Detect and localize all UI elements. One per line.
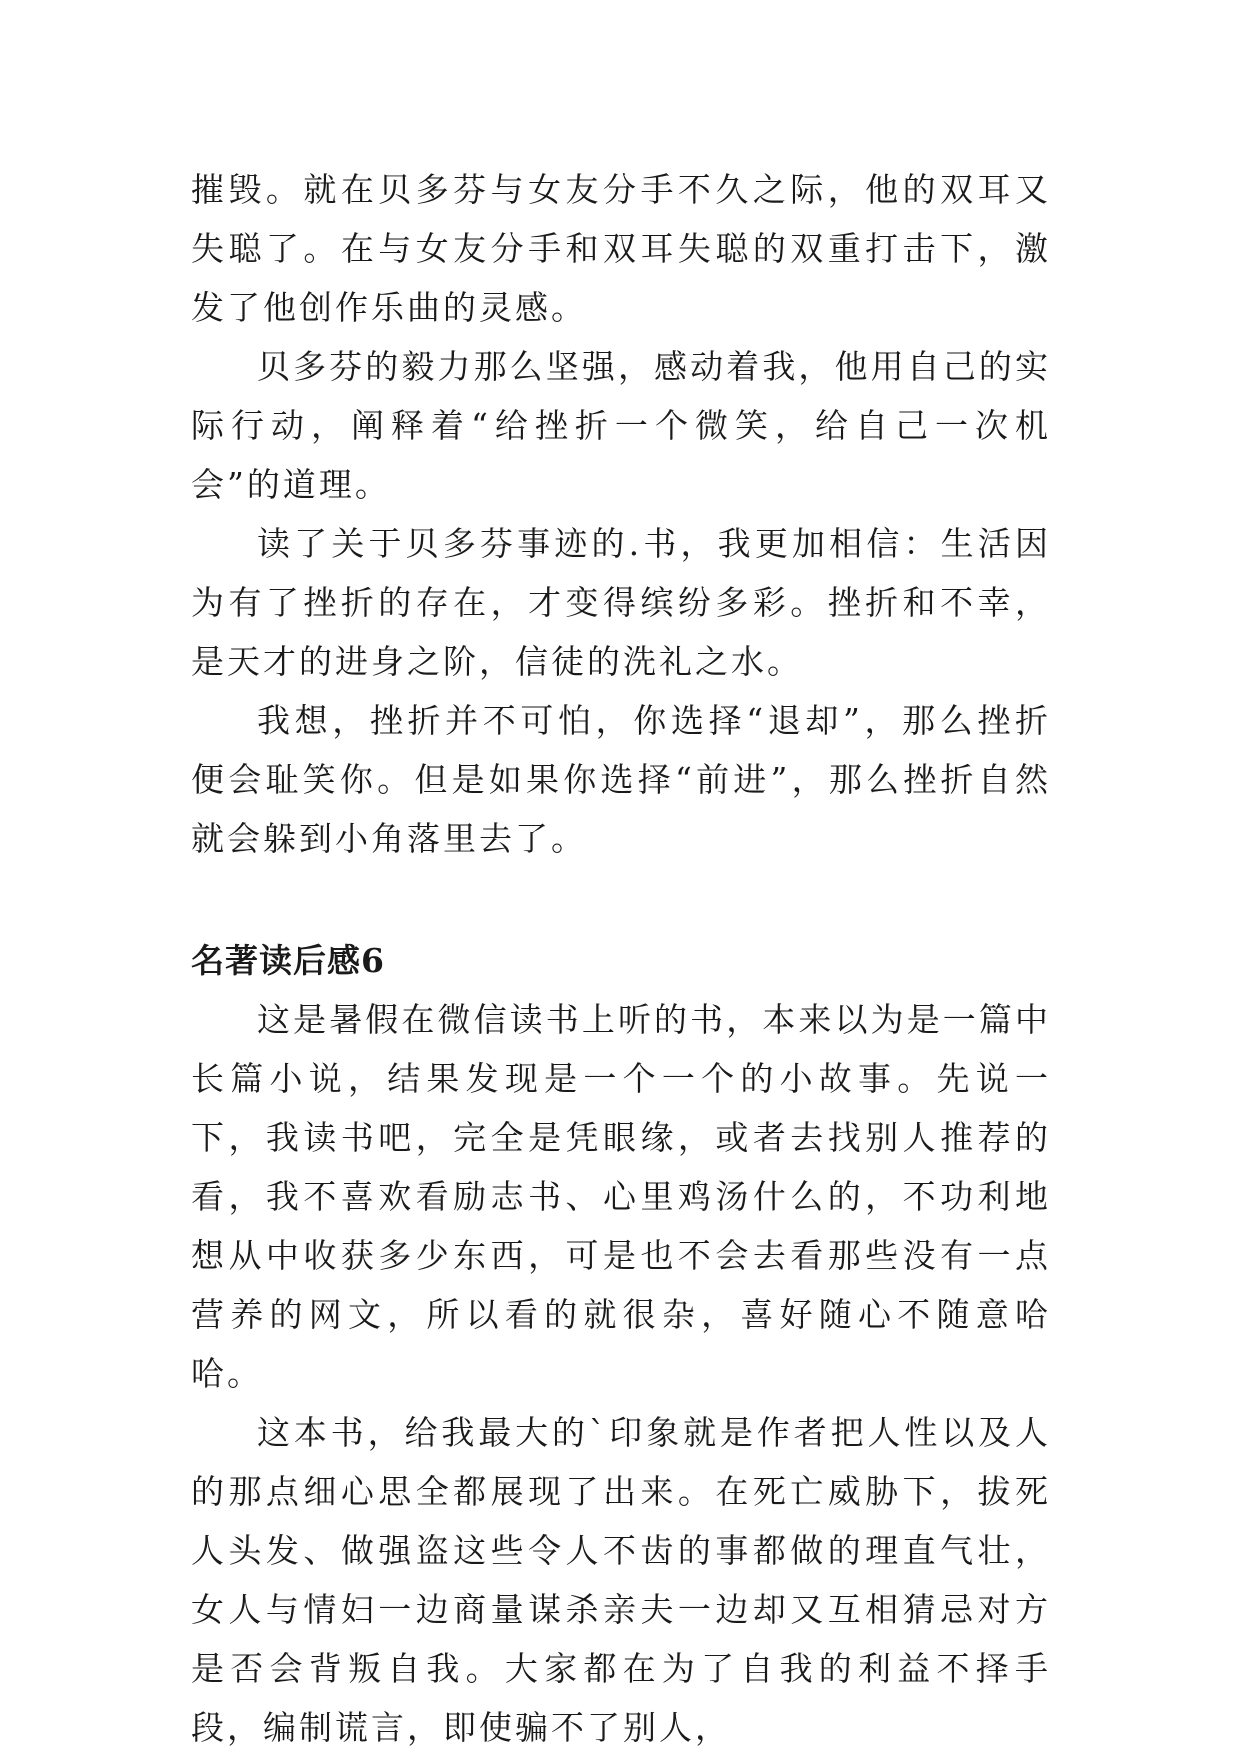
section-heading: 名著读后感6: [191, 941, 385, 980]
paragraph-beethoven-willpower: 贝多芬的毅力那么坚强，感动着我，他用自己的实际行动，阐释着“给挫折一个微笑，给自己一次机会”的道理。: [191, 347, 1051, 504]
paragraph-continuation: 摧毁。就在贝多芬与女友分手不久之际，他的双耳又失聪了。在与女友分手和双耳失聪的双重打击下，激发了他创作乐曲的灵感。: [191, 170, 1051, 327]
paragraph-book-impression: 这本书，给我最大的`印象就是作者把人性以及人的那点细心思全都展现了出来。在死亡威胁下，拔死人头发、做强盗这些令人不齿的事都做的理直气壮，女人与情妇一边商量谋杀亲夫一边却又互相猜忌对方是否会背叛自我。大家都在为了自我的利益不择手段，编制谎言，即使骗不了别人，: [191, 1413, 1051, 1747]
paragraph-reading-reflection: 读了关于贝多芬事迹的.书，我更加相信：生活因为有了挫折的存在，才变得缤纷多彩。挫折和不幸，是天才的进身之阶，信徒的洗礼之水。: [191, 524, 1051, 681]
paragraph-summer-reading: 这是暑假在微信读书上听的书，本来以为是一篇中长篇小说，结果发现是一个一个的小故事。先说一下，我读书吧，完全是凭眼缘，或者去找别人推荐的看，我不喜欢看励志书、心里鸡汤什么的，不功利地想从中收获多少东西，可是也不会去看那些没有一点营养的网文，所以看的就很杂，喜好随心不随意哈哈。: [191, 1000, 1051, 1393]
document-body: [191, 160, 1051, 1757]
paragraph-setback-conclusion: 我想，挫折并不可怕，你选择“退却”，那么挫折便会耻笑你。但是如果你选择“前进”，那么挫折自然就会躲到小角落里去了。: [191, 701, 1051, 858]
